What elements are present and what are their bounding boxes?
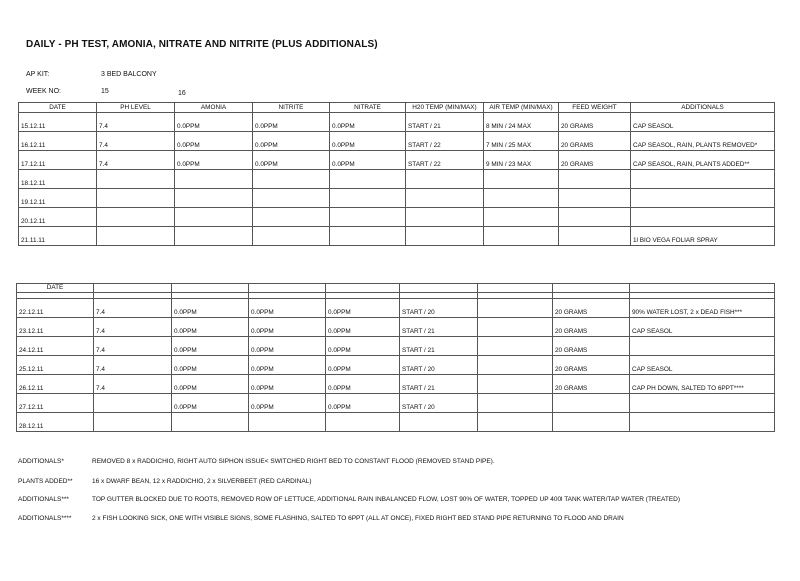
table-cell: 0.0PPM [326,318,400,337]
table-cell [406,189,484,208]
table-cell [478,375,553,394]
table-cell: START / 20 [400,356,478,375]
table-cell: 0.0PPM [172,375,249,394]
table-row [17,318,775,337]
table-cell: 0.0PPM [330,113,406,132]
table-cell: 15.12.11 [19,113,97,132]
table-cell: START / 21 [406,113,484,132]
kit-value: 3 BED BALCONY [101,71,157,78]
column-header [400,284,478,293]
table-cell [97,227,175,246]
column-header: ADDITIONALS [631,103,775,113]
table-row [17,356,775,375]
table-cell: 0.0PPM [330,132,406,151]
table-cell [175,189,253,208]
table-cell: 9 MIN / 23 MAX [484,151,559,170]
column-header [630,284,775,293]
table-row [19,132,775,151]
table-cell: 20 GRAMS [559,113,631,132]
note-label: ADDITIONALS* [18,458,64,465]
column-header [326,284,400,293]
table-row [19,170,775,189]
log-table-week-16 [16,283,775,432]
table-cell: 0.0PPM [330,151,406,170]
table-cell: CAP SEASOL [630,356,775,375]
table-cell: 0.0PPM [172,337,249,356]
table-cell: 0.0PPM [249,375,326,394]
table-cell: 7.4 [94,356,172,375]
table-cell [478,356,553,375]
table-cell: START / 20 [400,299,478,318]
column-header: FEED WEIGHT [559,103,631,113]
table-cell: 23.12.11 [17,318,94,337]
table-cell [326,413,400,432]
table-cell [478,337,553,356]
table-cell: 7.4 [94,375,172,394]
table-cell: 7.4 [97,132,175,151]
table-cell [253,189,330,208]
table-cell [631,189,775,208]
table-cell: 21.11.11 [19,227,97,246]
table-cell: 7 MIN / 25 MAX [484,132,559,151]
week-value-1: 15 [101,88,109,95]
table-cell [249,413,326,432]
table-row [17,375,775,394]
note-text: TOP GUTTER BLOCKED DUE TO ROOTS, REMOVED ROW OF LETTUCE, ADDITIONAL RAIN INBALANCED FLOW, LOST 90% OF WATER, TOPPED UP 400l TANK WATER/TAP WATER (TREATED) [92,496,680,503]
table-row [17,394,775,413]
table-cell [553,394,630,413]
table-cell [175,208,253,227]
table-cell: 0.0PPM [249,356,326,375]
column-header: NITRITE [253,103,330,113]
note-text: REMOVED 8 x RADDICHIO, RIGHT AUTO SIPHON ISSUE< SWITCHED RIGHT BED TO CONSTANT FLOOD (REMOVED STAND PIPE). [92,458,495,465]
table-cell: 0.0PPM [249,318,326,337]
table-cell [330,208,406,227]
table-cell: 7.4 [94,318,172,337]
table-cell: 20 GRAMS [553,318,630,337]
table-cell: 8 MIN / 24 MAX [484,113,559,132]
table-cell [478,318,553,337]
column-header [478,284,553,293]
table-cell: 1l BIO VEGA FOLIAR SPRAY [631,227,775,246]
table-cell: 24.12.11 [17,337,94,356]
table-cell: CAP SEASOL, RAIN, PLANTS ADDED** [631,151,775,170]
table-cell: 0.0PPM [326,299,400,318]
table-cell [630,337,775,356]
table-cell [553,413,630,432]
table-cell: 7.4 [94,299,172,318]
table-cell [330,170,406,189]
note-text: 16 x DWARF BEAN, 12 x RADDICHIO, 2 x SILVERBEET (RED CARDINAL) [92,478,312,485]
note-label: ADDITIONALS*** [18,496,69,503]
column-header: NITRATE [330,103,406,113]
table-cell [559,189,631,208]
column-header: AMONIA [175,103,253,113]
table-cell [94,413,172,432]
table-cell [630,413,775,432]
table-cell [631,208,775,227]
table-cell: 0.0PPM [249,394,326,413]
table-cell [400,413,478,432]
table-cell [175,170,253,189]
table-cell [175,227,253,246]
table-cell [97,189,175,208]
table-cell: 25.12.11 [17,356,94,375]
table-cell [484,170,559,189]
table-cell: 17.12.11 [19,151,97,170]
column-header: H20 TEMP (MIN/MAX) [406,103,484,113]
table-cell: 0.0PPM [326,337,400,356]
table-cell: 0.0PPM [172,299,249,318]
column-header [249,284,326,293]
log-table-week-15 [18,102,775,246]
table-cell: 20 GRAMS [553,356,630,375]
table-cell [478,394,553,413]
table-cell [253,170,330,189]
column-header: DATE [17,284,94,293]
table-cell: 0.0PPM [326,356,400,375]
table-cell: 7.4 [97,113,175,132]
table-cell [330,189,406,208]
table-cell: 90% WATER LOST, 2 x DEAD FISH*** [630,299,775,318]
week-value-2: 16 [178,90,186,97]
table-cell: 0.0PPM [253,113,330,132]
table-cell: 22.12.11 [17,299,94,318]
table-cell [97,208,175,227]
table-cell: 18.12.11 [19,170,97,189]
table-cell: CAP SEASOL [631,113,775,132]
table-cell [97,170,175,189]
note-text: 2 x FISH LOOKING SICK, ONE WITH VISIBLE SIGNS, SOME FLASHING, SALTED TO 6PPT (ALL AT ONCE), FIXED RIGHT BED STAND PIPE RETURNING TO FLOOD AND DRAIN [92,515,624,522]
table-cell: 27.12.11 [17,394,94,413]
table-cell [330,227,406,246]
table-cell: START / 21 [400,318,478,337]
table-cell: 16.12.11 [19,132,97,151]
table-cell: START / 21 [400,337,478,356]
table-row [19,151,775,170]
kit-label: AP KIT: [26,71,50,78]
table-cell [484,189,559,208]
table-cell [559,227,631,246]
column-header [94,284,172,293]
note-label: ADDITIONALS**** [18,515,72,522]
table-cell [406,227,484,246]
table-row [19,208,775,227]
header-row [19,103,775,113]
table-cell: CAP SEASOL, RAIN, PLANTS REMOVED* [631,132,775,151]
table-row [17,413,775,432]
column-header [172,284,249,293]
table-row [17,337,775,356]
column-header [553,284,630,293]
table-cell: START / 22 [406,151,484,170]
table-cell: 26.12.11 [17,375,94,394]
table-cell: 0.0PPM [172,394,249,413]
table-cell [406,170,484,189]
table-cell: 20.12.11 [19,208,97,227]
table-cell: 0.0PPM [326,375,400,394]
table-row [19,189,775,208]
table-cell: START / 21 [400,375,478,394]
table-cell [559,170,631,189]
table-cell [94,394,172,413]
table-cell: 20 GRAMS [553,299,630,318]
page-title: DAILY - PH TEST, AMONIA, NITRATE AND NITRITE (PLUS ADDITIONALS) [26,39,378,50]
table-cell: 20 GRAMS [553,375,630,394]
table-cell [478,299,553,318]
week-label: WEEK NO: [26,88,62,95]
note-label: PLANTS ADDED** [18,478,73,485]
table-cell: 19.12.11 [19,189,97,208]
table-cell: 0.0PPM [175,113,253,132]
table-cell [630,394,775,413]
table-cell [253,208,330,227]
column-header: PH LEVEL [97,103,175,113]
table-cell: START / 22 [406,132,484,151]
column-header: AIR TEMP (MIN/MAX) [484,103,559,113]
table-cell: 0.0PPM [175,151,253,170]
table-cell: 20 GRAMS [553,337,630,356]
table-row [17,299,775,318]
table-cell [484,208,559,227]
table-cell: START / 20 [400,394,478,413]
table-cell: 0.0PPM [172,318,249,337]
table-cell: 0.0PPM [253,151,330,170]
table-cell [484,227,559,246]
table-cell: 28.12.11 [17,413,94,432]
table-cell: 20 GRAMS [559,151,631,170]
table-cell: 0.0PPM [253,132,330,151]
column-header: DATE [19,103,97,113]
table-row [19,113,775,132]
table-cell [253,227,330,246]
table-cell: 0.0PPM [249,299,326,318]
table-cell [631,170,775,189]
table-cell: CAP PH DOWN, SALTED TO 6PPT**** [630,375,775,394]
table-cell: 7.4 [97,151,175,170]
table-cell: 0.0PPM [172,356,249,375]
table-cell: 20 GRAMS [559,132,631,151]
table-cell: CAP SEASOL [630,318,775,337]
table-row [19,227,775,246]
table-cell [172,413,249,432]
table-cell: 0.0PPM [326,394,400,413]
table-cell [406,208,484,227]
table-cell: 7.4 [94,337,172,356]
header-row [17,284,775,293]
table-cell [559,208,631,227]
table-cell: 0.0PPM [249,337,326,356]
table-cell: 0.0PPM [175,132,253,151]
table-cell [478,413,553,432]
